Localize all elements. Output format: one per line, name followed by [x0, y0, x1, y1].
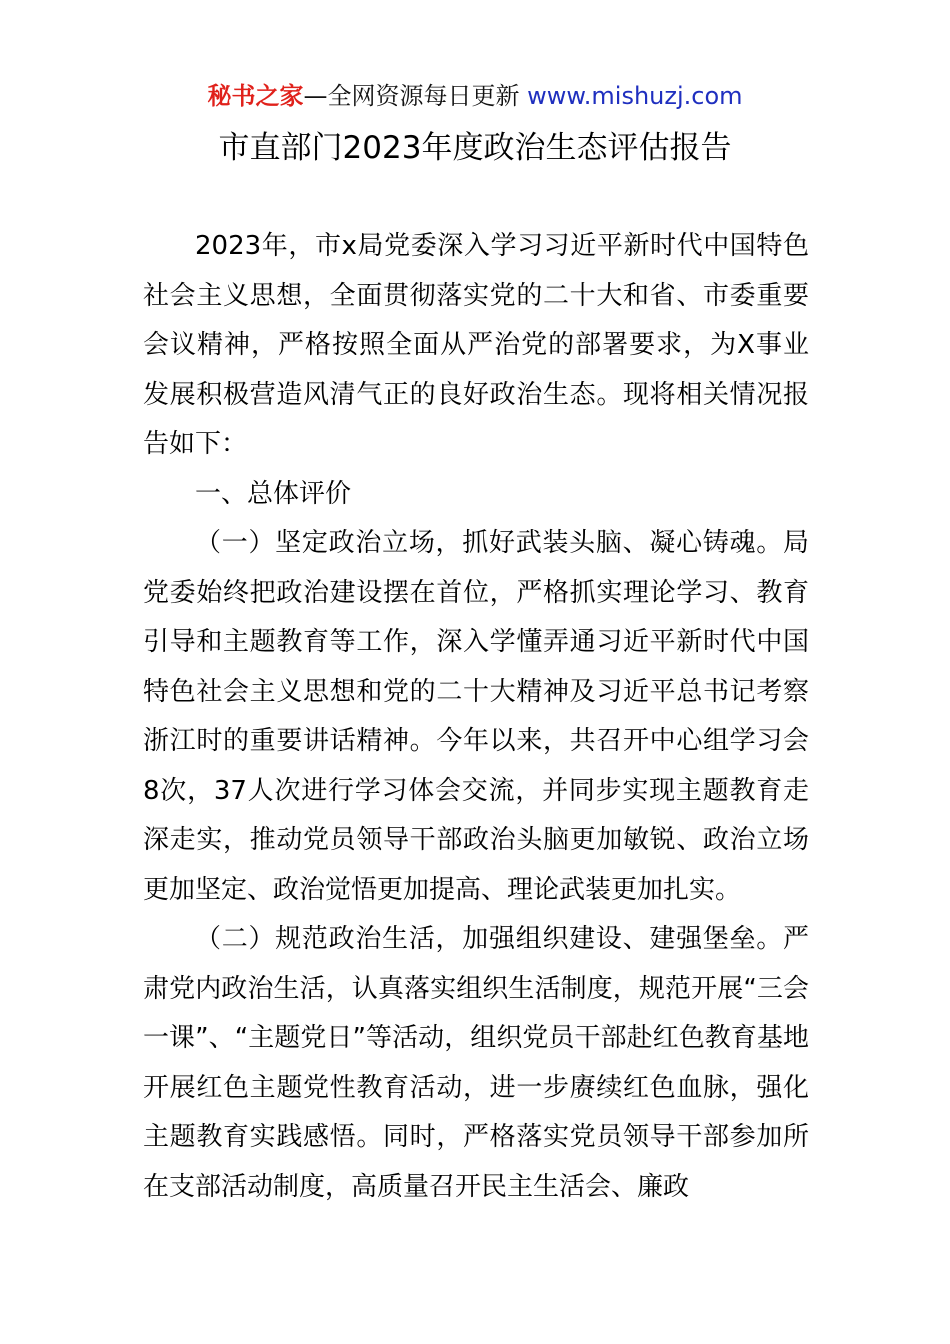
paragraph-intro: 2023年，市x局党委深入学习习近平新时代中国特色社会主义思想，全面贯彻落实党的二十大和省、市委重要会议精神，严格按照全面从严治党的部署要求，为X事业发展积极营造风清气正的良好政治生态。现将相关情况报告如下： — [143, 231, 809, 459]
document-title: 市直部门2023年度政治生态评估报告 — [218, 130, 732, 166]
paragraph-political-stance: （一）坚定政治立场，抓好武装头脑、凝心铸魂。局党委始终把政治建设摆在首位，严格抓实理论学习、教育引导和主题教育等工作，深入学懂弄通习近平新时代中国特色社会主义思想和党的二十大精神及习近平总书记考察浙江时的重要讲话精神。今年以来，共召开中心组学习会8次，37人次进行学习体会交流，并同步实现主题教育走深走实，推动党员领导干部政治头脑更加敏锐、政治立场更加坚定、政治觉悟更加提高、理论武装更加扎实。 — [143, 528, 809, 905]
site-url-link[interactable]: www.mishuzj.com — [527, 82, 743, 110]
site-tagline: —全网资源每日更新 — [303, 82, 528, 110]
section-heading-overall-evaluation: 一、总体评价 — [195, 478, 352, 509]
paragraph-political-life: （二）规范政治生活，加强组织建设、建强堡垒。严肃党内政治生活，认真落实组织生活制度，规范开展“三会一课”、“主题党日”等活动，组织党员干部赴红色教育基地开展红色主题党性教育活动，进一步赓续红色血脉，强化主题教育实践感悟。同时，严格落实党员领导干部参加所在支部活动制度，高质量召开民主生活会、廉政 — [143, 924, 809, 1202]
document-body — [143, 222, 809, 1212]
site-header — [0, 80, 950, 112]
site-brand: 秘书之家 — [207, 82, 304, 110]
